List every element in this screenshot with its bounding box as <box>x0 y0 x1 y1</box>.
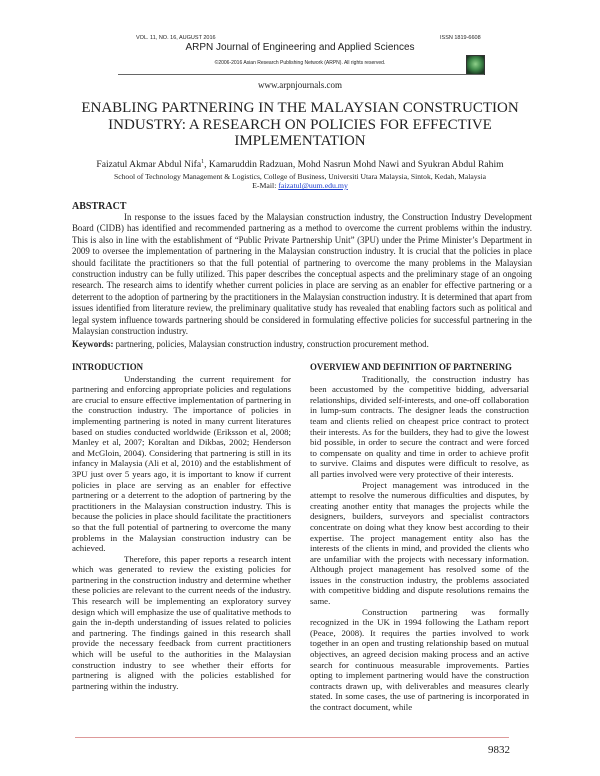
abstract-heading: ABSTRACT <box>72 201 127 212</box>
keywords <box>72 339 429 349</box>
paragraph: Understanding the current requirement for partnering and enforcing appropriate policies and regulations are crucial to ensure effective implementation of partnering in the construction industry. The importance of policies in implementing partnering is noted in many current literatures based on studies conducted worldwide (Eriksson et al, 2008; Manley et al, 2007; Koraltan and Dikbas, 2002; Henderson and McGloin, 2004). Considering that partnering is still in its infancy in Malaysia (Ali et al, 2010) and the establishment of 3PU just over 5 years ago, it is important to know if current policies in place are serving as an enabler for effective partnering or a deterrent to the adoption of partnering by the practitioners in the Malaysian construction industry. This is because the policies in place should facilitate the practitioners so that the full potential of partnering to overcome the many problems in the Malaysian construction industry can be achieved. <box>72 373 291 554</box>
paragraph: Therefore, this paper reports a research intent which was generated to review the existing policies for partnering in the construction industry and determine whether these policies are relevant to the current needs of the industry. This research will be implementing an exploratory survey design which will emphasize the use of qualitative methods to gain the in-depth understanding of issues related to policies and partnering. The findings gained in this research shall provide the necessary feedback from current practitioners which will be useful to the authorities in the Malaysian construction industry to see whether their efforts for partnering is aligned with the policies established for partnering within the industry. <box>72 553 291 691</box>
paper-title: ENABLING PARTNERING IN THE MALAYSIAN CONSTRUCTION INDUSTRY: A RESEARCH ON POLICIES FOR EFFECTIVE IMPLEMENTATION <box>81 100 519 149</box>
header-divider <box>118 74 484 75</box>
email-label: E-Mail: <box>252 181 279 190</box>
overview-heading: OVERVIEW AND DEFINITION OF PARTNERING <box>310 362 512 372</box>
footer-divider <box>75 737 509 738</box>
copyright: ©2006-2016 Asian Research Publishing Network (ARPN). All rights reserved. <box>214 60 386 66</box>
volume-info: VOL. 11, NO. 16, AUGUST 2016 <box>136 35 216 41</box>
journal-name: ARPN Journal of Engineering and Applied Sciences <box>185 42 415 53</box>
affiliation: School of Technology Management & Logistics, College of Business, Universiti Utara Malaysia, Sintok, Kedah, Malaysia <box>114 172 486 181</box>
first-author: Faizatul Akmar Abdul Nifa <box>96 159 202 171</box>
paragraph: Construction partnering was formally recognized in the UK in 1994 following the Latham report (Peace, 2008). It requires the parties involved to work together in an open and trusting relationship based on mutual objectives, an agreed decision making process and an active search for continuous measurable improvements. Parties opting to implement partnering would have the construction contracts drawn up, with deliverables and measures clearly stated. In some cases, the use of partnering is incorporated in the contract document, while <box>310 606 529 712</box>
keywords-text: partnering, policies, Malaysian construction industry, construction procurement method. <box>113 339 429 349</box>
page-number: 9832 <box>488 744 510 756</box>
introduction-section <box>72 362 291 691</box>
author-superscript: 1 <box>201 159 205 165</box>
authors <box>0 159 600 170</box>
introduction-heading: INTRODUCTION <box>72 362 144 372</box>
issn: ISSN 1819-6608 <box>440 35 481 41</box>
abstract <box>72 212 532 337</box>
journal-logo-icon <box>466 55 485 75</box>
email-link[interactable]: faizatul@uum.edu.my <box>278 181 348 190</box>
paragraph: Project management was introduced in the attempt to resolve the numerous difficulties and disputes, by creating another entity that manages the projects while the designers, builders, surveyors and specialist contractors concentrate on doing what they know best according to their expertise. The project management entity also has the interests of the clients in mind, and provided the clients who are unfamiliar with the projects with necessary information. Although project management has resolved some of the issues in the construction industry, the problems associated with competitive bidding and dispute resolutions remains the same. <box>310 479 529 607</box>
abstract-text: In response to the issues faced by the Malaysian construction industry, the Construction Industry Development Board (CIDB) has identified and recommended partnering as a method to overcome the current problems within the industry. This is also in line with the establishment of “Public Private Partnership Unit” (3PU) under the Prime Minister’s Department in 2009 to oversee the implementation of partnering in the Malaysian construction industry. It is crucial that the policies in place should facilitate the practitioners so that the full potential of partnering to overcome the many problems in the Malaysian construction industry can be fully utilized. This paper describes the conceptual aspects and the preliminary stage of an ongoing research. The research aims to identify whether current policies in place are serving as an enabler for effective partnering or a deterrent to the adoption of partnering by the practitioners in the Malaysian construction industry. It is determined that apart from issues identified from literature review, the preliminary qualitative study has revealed that enabling factors such as political and legal system influence towards partnering should be considered in formulating effective policies for successful partnering in the Malaysian construction industry. <box>72 212 532 337</box>
overview-section <box>310 362 529 713</box>
keywords-label: Keywords: <box>72 339 114 349</box>
website: www.arpnjournals.com <box>258 80 342 90</box>
paragraph: Traditionally, the construction industry has been accustomed by the competitive bidding, adversarial relationships, divided self-interests, and one-off collaboration in lump-sum contracts. The designer leads the construction team and clients relied on cheapest price contract to protect their interests. As for the builders, they had to give the lowest bid possible, in order to secure the contract and were forced to compensate on quality and time in order to achieve profit to survive. Claims and disputes were difficult to resolve, as all parties involved were very protective of their interests. <box>310 373 529 479</box>
email-line <box>0 181 600 190</box>
other-authors: , Kamaruddin Radzuan, Mohd Nasrun Mohd Nawi and Syukran Abdul Rahim <box>204 159 504 171</box>
